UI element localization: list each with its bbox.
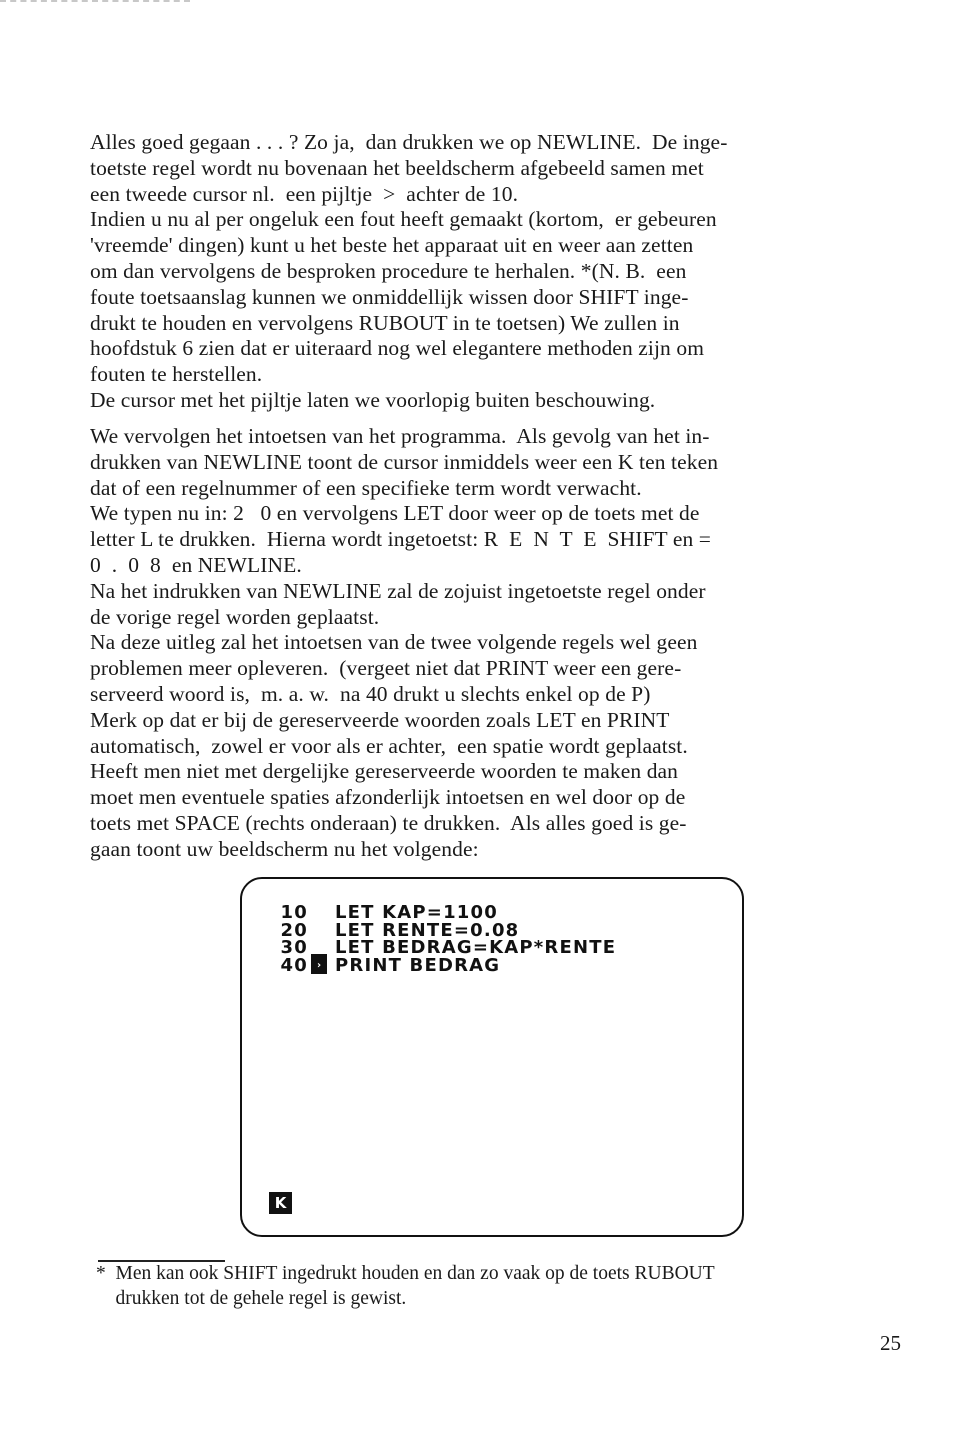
program-listing bbox=[262, 904, 616, 974]
text-line: toetste regel wordt nu bovenaan het beeldscherm afgebeeld samen met bbox=[90, 155, 704, 180]
k-cursor: K bbox=[269, 1192, 292, 1214]
line-code: LET KAP=1100 bbox=[335, 902, 498, 923]
cursor-slot-empty bbox=[311, 922, 327, 939]
line-number: 20 bbox=[280, 919, 308, 941]
footnote-line: drukken tot de gehele regel is gewist. bbox=[96, 1288, 407, 1309]
cursor-slot-empty bbox=[311, 904, 327, 921]
paragraph-2 bbox=[90, 424, 910, 863]
text-line: serveerd woord is, m. a. w. na 40 drukt u slechts enkel op de P) bbox=[90, 681, 651, 706]
text-line: foute toetsaanslag kunnen we onmiddellijk wissen door SHIFT inge- bbox=[90, 284, 689, 309]
text-line: 'vreemde' dingen) kunt u het beste het apparaat uit en weer aan zetten bbox=[90, 233, 694, 258]
text-line: Na het indrukken van NEWLINE zal de zojuist ingetoetste regel onder bbox=[90, 578, 706, 603]
text-line: de vorige regel worden geplaatst. bbox=[90, 604, 380, 629]
text-line: drukt te houden en vervolgens RUBOUT in te toetsen) We zullen in bbox=[90, 310, 680, 335]
text-line: om dan vervolgens de besproken procedure te herhalen. *(N. B. een bbox=[90, 258, 687, 283]
paragraph-1 bbox=[90, 130, 910, 414]
program-line-40 bbox=[262, 954, 616, 976]
line-number: 40 bbox=[280, 954, 308, 976]
line-code: PRINT BEDRAG bbox=[335, 954, 501, 976]
text-line: automatisch, zowel er voor als er achter, een spatie wordt geplaatst. bbox=[90, 733, 688, 758]
top-edge-rule bbox=[0, 0, 190, 2]
text-line: moet men eventuele spaties afzonderlijk intoetsen en wel door op de bbox=[90, 785, 686, 810]
text-line: problemen meer opleveren. (vergeet niet dat PRINT weer een gere- bbox=[90, 656, 682, 681]
line-code: LET RENTE=0.08 bbox=[335, 919, 520, 941]
text-line: een tweede cursor nl. een pijltje > achter de 10. bbox=[90, 181, 519, 206]
text-line: We vervolgen het intoetsen van het programma. Als gevolg van het in- bbox=[90, 424, 710, 448]
text-line: drukken van NEWLINE toont de cursor inmiddels weer een K ten teken bbox=[90, 449, 719, 474]
line-cursor-arrow-icon: › bbox=[311, 957, 327, 974]
line-code: LET BEDRAG=KAP*RENTE bbox=[335, 937, 617, 958]
text-line: De cursor met het pijltje laten we voorlopig buiten beschouwing. bbox=[90, 387, 656, 412]
cursor-slot-underscore bbox=[311, 939, 327, 956]
text-line: Na deze uitleg zal het intoetsen van de twee volgende regels wel geen bbox=[90, 630, 698, 655]
tv-screen-illustration bbox=[240, 877, 744, 1237]
text-line: hoofdstuk 6 zien dat er uiteraard nog wel elegantere methoden zijn om bbox=[90, 336, 705, 361]
text-line: We typen nu in: 2 0 en vervolgens LET door weer op de toets met de bbox=[90, 501, 700, 526]
text-line: Heeft men niet met dergelijke gereserveerde woorden te maken dan bbox=[90, 759, 679, 784]
text-line: Indien u nu al per ongeluk een fout heeft gemaakt (kortom, er gebeuren bbox=[90, 207, 717, 232]
program-line-10 bbox=[262, 904, 616, 922]
cursor-slot-arrow bbox=[311, 957, 327, 974]
text-line: toets met SPACE (rechts onderaan) te drukken. Als alles goed is ge- bbox=[90, 810, 687, 835]
footnote-line: * Men kan ook SHIFT ingedrukt houden en dan zo vaak op de toets RUBOUT bbox=[96, 1263, 715, 1284]
text-line: letter L te drukken. Hierna wordt ingetoetst: R E N T E SHIFT en = bbox=[90, 527, 712, 552]
program-line-30 bbox=[262, 939, 616, 957]
text-line: Merk op dat er bij de gereserveerde woorden zoals LET en PRINT bbox=[90, 707, 670, 732]
footnote bbox=[96, 1261, 916, 1311]
text-line: gaan toont uw beeldscherm nu het volgende: bbox=[90, 836, 479, 861]
text-line: Alles goed gegaan . . . ? Zo ja, dan drukken we op NEWLINE. De inge- bbox=[90, 130, 728, 154]
text-line: dat of een regelnummer of een specifieke term wordt verwacht. bbox=[90, 475, 642, 500]
line-number: 30 bbox=[280, 937, 308, 958]
text-line: 0 . 0 8 en NEWLINE. bbox=[90, 552, 302, 577]
page-number: 25 bbox=[880, 1331, 901, 1355]
text-line: fouten te herstellen. bbox=[90, 362, 263, 387]
line-number: 10 bbox=[280, 902, 308, 923]
